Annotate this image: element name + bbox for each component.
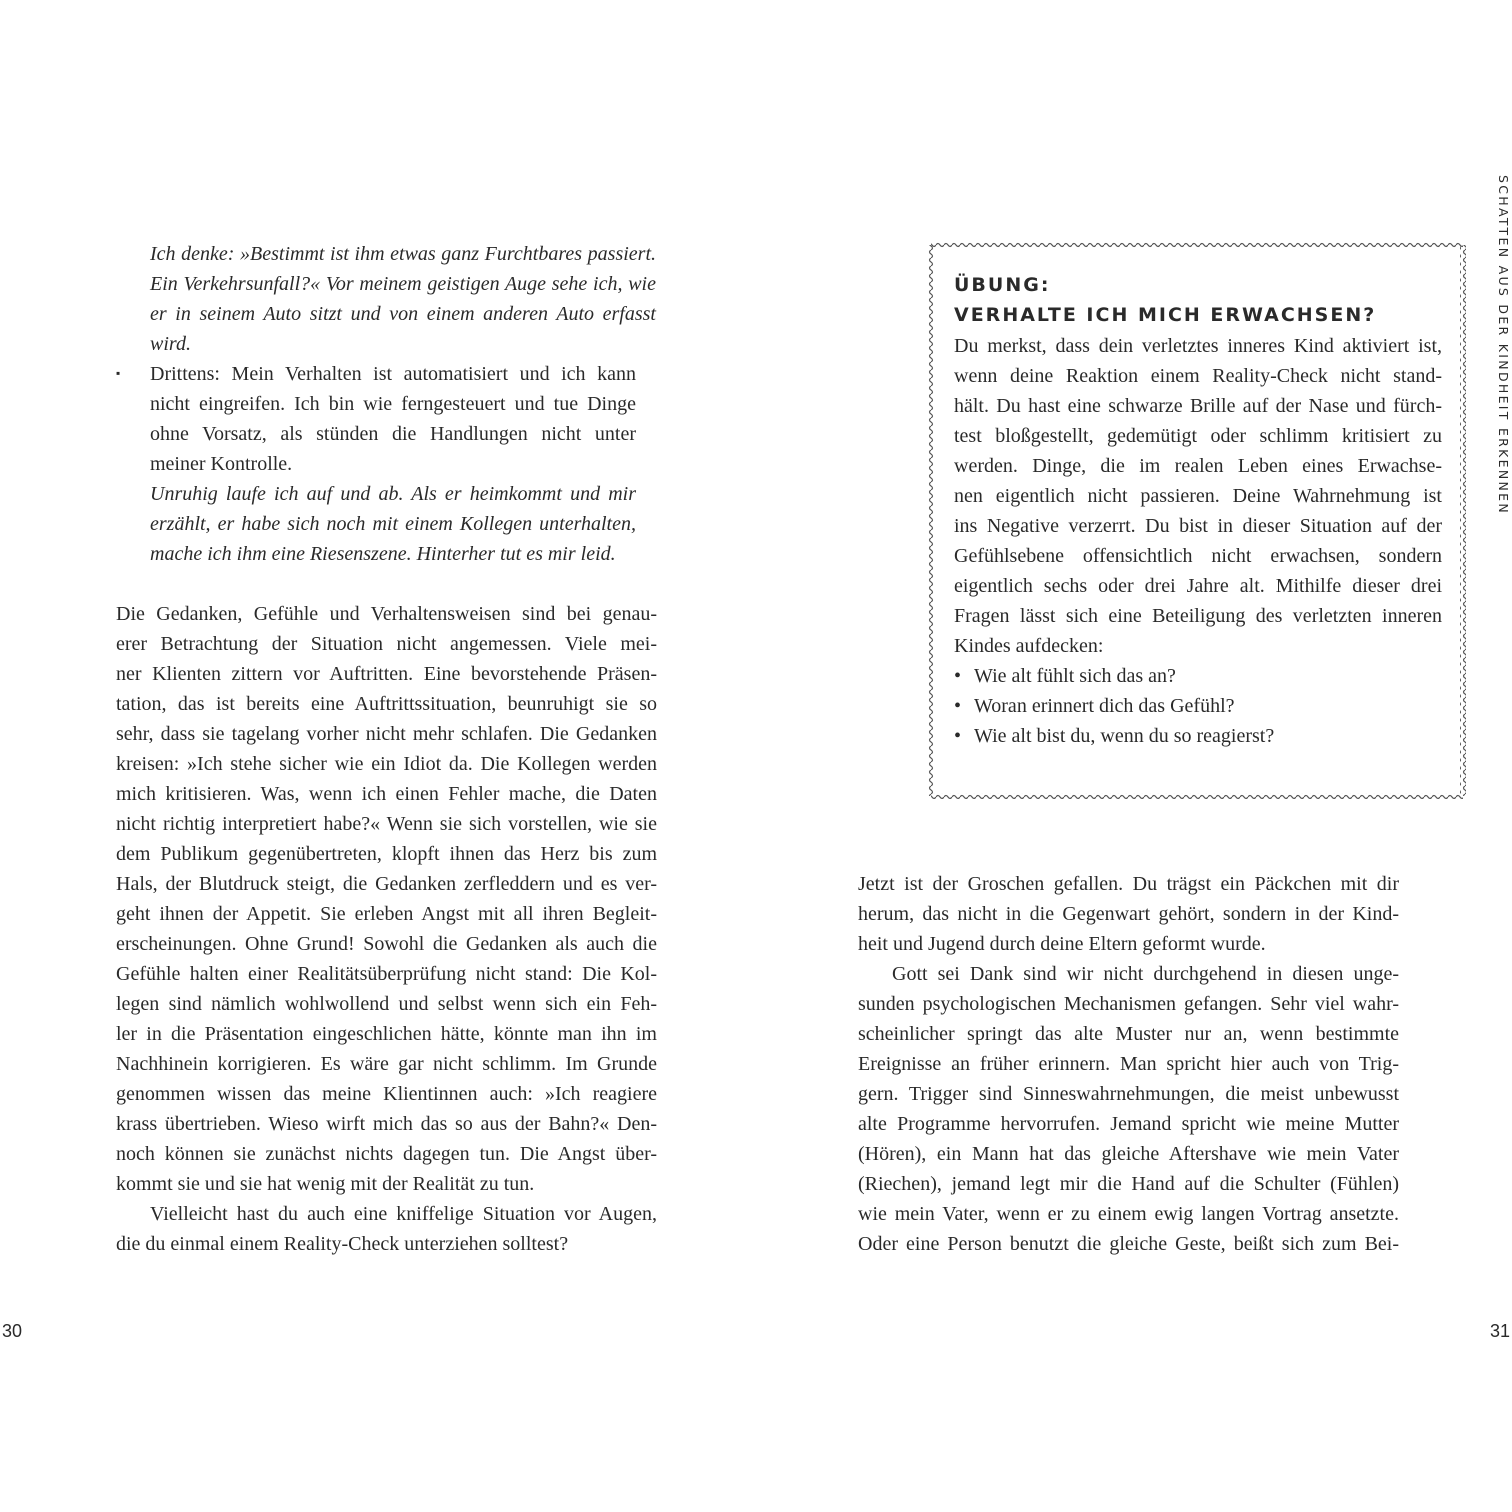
square-bullet-icon: ▪	[116, 366, 121, 380]
text-line: Ereignisse an früher erinnern. Man spricht hier auch von Trig-	[858, 1053, 1399, 1075]
exercise-title-line-2: VERHALTE ICH MICH ERWACHSEN?	[954, 304, 1377, 326]
italic-line: wird.	[150, 333, 191, 355]
text-line: erscheinungen. Ohne Grund! Sowohl die Gedanken als auch die	[116, 933, 657, 955]
text-line: dem Publikum gegenübertreten, klopft ihnen das Herz bis zum	[116, 843, 657, 865]
question-item	[954, 721, 1442, 751]
italic-line: mache ich ihm eine Riesenszene. Hinterher tut es mir leid.	[150, 543, 616, 565]
text-line: alte Programme hervorrufen. Jemand spricht wie meine Mutter	[858, 1113, 1399, 1135]
italic-example-block-2	[150, 479, 636, 569]
text-line: Kindes aufdecken:	[954, 635, 1104, 657]
text-line: Jetzt ist der Groschen gefallen. Du trägst ein Päckchen mit dir	[858, 873, 1399, 895]
page-number-right: 31	[1490, 1321, 1511, 1341]
page-number-left: 30	[2, 1321, 23, 1341]
text-line: ins Negative verzerrt. Du bist in dieser Situation auf der	[954, 515, 1442, 537]
question-text: Wie alt fühlt sich das an?	[974, 665, 1176, 687]
text-line: legen sind nämlich wohlwollend und selbst wenn sich ein Feh-	[116, 993, 657, 1015]
text-line: scheinlicher springt das alte Muster nur an, wenn bestimmte	[858, 1023, 1399, 1045]
text-line: noch können sie zunächst nichts dagegen tun. Die Angst über-	[116, 1143, 657, 1165]
text-line: heit und Jugend durch deine Eltern geformt wurde.	[858, 933, 1266, 955]
italic-line: erzählt, er habe sich noch mit einem Kollegen unterhalten,	[150, 513, 636, 535]
text-line: geht ihnen der Appetit. Sie erleben Angst mit all ihren Begleit-	[116, 903, 657, 925]
text-line: erer Betrachtung der Situation nicht angemessen. Viele mei-	[116, 633, 657, 655]
text-line: Oder eine Person benutzt die gleiche Geste, beißt sich zum Bei-	[858, 1233, 1399, 1255]
text-line: (Riechen), jemand legt mir die Hand auf die Schulter (Fühlen)	[858, 1173, 1399, 1195]
exercise-body	[954, 331, 1442, 751]
text-line: kreisen: »Ich stehe sicher wie ein Idiot da. Die Kollegen werden	[116, 753, 657, 775]
bullet-dot-icon: •	[954, 665, 962, 687]
text-line: Hals, der Blutdruck steigt, die Gedanken zerfleddern und es ver-	[116, 873, 657, 895]
text-line: (Hören), ein Mann hat das gleiche Aftershave wie mein Vater	[858, 1143, 1399, 1165]
exercise-title-line-1: ÜBUNG:	[954, 274, 1051, 296]
text-line: Drittens: Mein Verhalten ist automatisiert und ich kann	[150, 363, 636, 385]
text-line: gern. Trigger sind Sinneswahrnehmungen, die meist unbewusst	[858, 1083, 1399, 1105]
italic-line: Ich denke: »Bestimmt ist ihm etwas ganz Furchtbares passiert.	[150, 243, 656, 265]
body-paragraphs-right	[858, 869, 1399, 1259]
text-line: Fragen lässt sich eine Beteiligung des verletzten inneren	[954, 605, 1442, 627]
bullet-dot-icon: •	[954, 695, 962, 717]
text-line: test bloßgestellt, gedemütigt oder schlimm kritisiert zu	[954, 425, 1442, 447]
text-line: Gefühlsebene offensichtlich nicht erwachsen, sondern	[954, 545, 1442, 567]
italic-line: Unruhig laufe ich auf und ab. Als er heimkommt und mir	[150, 483, 636, 505]
text-line: meiner Kontrolle.	[150, 453, 293, 475]
running-head	[1493, 175, 1512, 555]
text-line: herum, das nicht in die Gegenwart gehört, sondern in der Kind-	[858, 903, 1399, 925]
italic-line: er in seinem Auto sitzt und von einem anderen Auto erfasst	[150, 303, 656, 325]
body-paragraph-1	[116, 599, 657, 1259]
text-line: ner Klienten zittern vor Auftritten. Eine bevorstehende Präsen-	[116, 663, 657, 685]
exercise-title	[954, 270, 1376, 330]
text-line: hält. Du hast eine schwarze Brille auf der Nase und fürch-	[954, 395, 1442, 417]
text-line: nicht eingreifen. Ich bin wie ferngesteuert und tue Dinge	[150, 393, 636, 415]
text-line: wenn deine Reaktion einem Reality-Check nicht stand-	[954, 365, 1442, 387]
text-line: die du einmal einem Reality-Check unterziehen solltest?	[116, 1233, 569, 1255]
question-item	[954, 661, 1442, 691]
text-line: nicht richtig interpretiert habe?« Wenn sie sich vorstellen, wie sie	[116, 813, 657, 835]
text-line: krass übertrieben. Wieso wirft mich das so aus der Bahn?« Den-	[116, 1113, 657, 1135]
text-line: nen eigentlich nicht passieren. Deine Wahrnehmung ist	[954, 485, 1442, 507]
text-line: werden. Dinge, die im realen Leben eines Erwachse-	[954, 455, 1442, 477]
text-line: mich kritisieren. Was, wenn ich einen Fehler mache, die Daten	[116, 783, 657, 805]
text-line: sunden psychologischen Mechanismen gefangen. Sehr viel wahr-	[858, 993, 1399, 1015]
italic-line: Ein Verkehrsunfall?« Vor meinem geistigen Auge sehe ich, wie	[150, 273, 656, 295]
question-item	[954, 691, 1442, 721]
text-line: kommt sie und sie hat wenig mit der Realität zu tun.	[116, 1173, 535, 1195]
text-line: Gefühle halten einer Realitätsüberprüfung nicht stand: Die Kol-	[116, 963, 657, 985]
italic-example-block-1	[150, 239, 656, 359]
bullet-dot-icon: •	[954, 725, 962, 747]
bullet-item-text	[150, 359, 636, 479]
question-text: Woran erinnert dich das Gefühl?	[974, 695, 1235, 717]
text-line: wie mein Vater, wenn er zu einem ewig langen Vortrag ansetzte.	[858, 1203, 1399, 1225]
text-line: Gott sei Dank sind wir nicht durchgehend in diesen unge-	[892, 963, 1399, 985]
text-line: ohne Vorsatz, als stünden die Handlungen nicht unter	[150, 423, 636, 445]
text-line: eigentlich sechs oder drei Jahre alt. Mithilfe dieser drei	[954, 575, 1442, 597]
text-line: Nachhinein korrigieren. Es wäre gar nicht schlimm. Im Grunde	[116, 1053, 657, 1075]
text-line: tation, das ist bereits eine Auftrittssituation, beunruhigt sie so	[116, 693, 657, 715]
text-line: sehr, dass sie tagelang vorher nicht mehr schlafen. Die Gedanken	[116, 723, 657, 745]
running-head-text: SCHATTEN AUS DER KINDHEIT ERKENNEN	[1496, 175, 1511, 515]
text-line: Du merkst, dass dein verletztes inneres Kind aktiviert ist,	[954, 335, 1442, 357]
exercise-box	[928, 242, 1466, 799]
question-text: Wie alt bist du, wenn du so reagierst?	[974, 725, 1275, 747]
text-line: genommen wissen das meine Klientinnen auch: »Ich reagiere	[116, 1083, 657, 1105]
text-line: Vielleicht hast du auch eine kniffelige Situation vor Augen,	[150, 1203, 657, 1225]
text-line: Die Gedanken, Gefühle und Verhaltensweisen sind bei genau-	[116, 603, 657, 625]
text-line: ler in die Präsentation eingeschlichen hätte, könnte man ihn im	[116, 1023, 657, 1045]
